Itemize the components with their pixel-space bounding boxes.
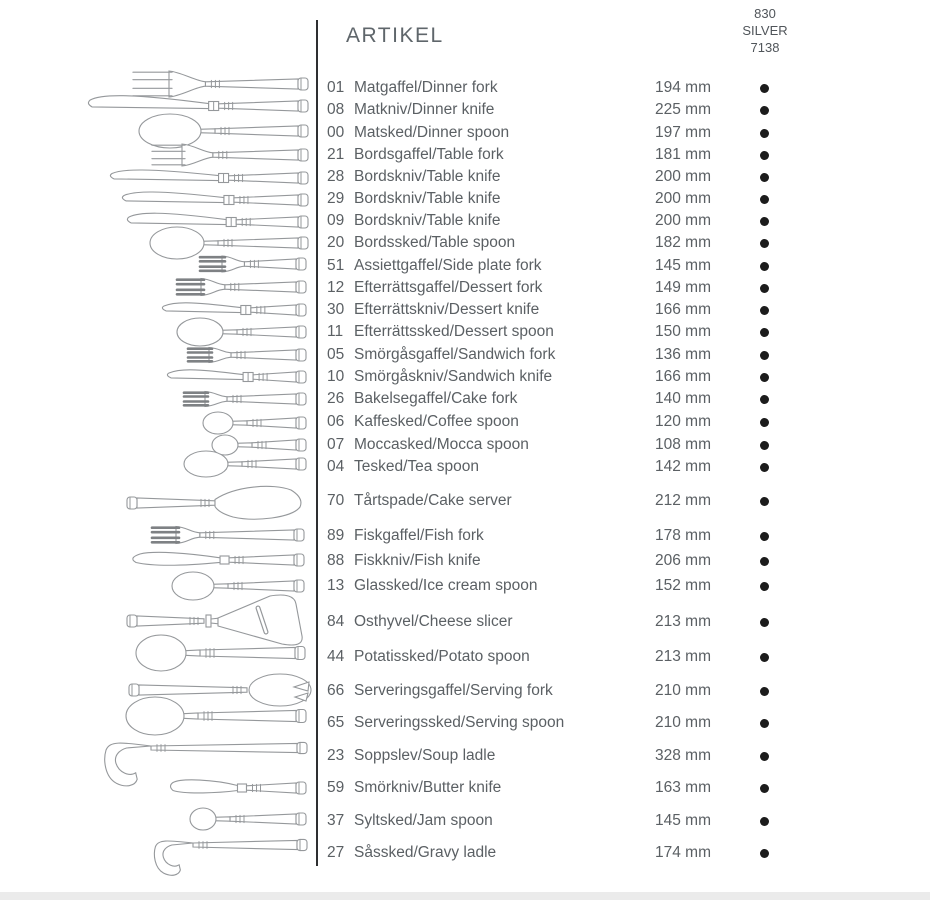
article-name: Serveringssked/Serving spoon (354, 714, 565, 731)
article-name: Smörgåsgaffel/Sandwich fork (354, 346, 556, 363)
availability-header-line2: SILVER (742, 23, 788, 38)
article-name: Soppslev/Soup ladle (354, 747, 496, 764)
table-row (327, 167, 887, 187)
table-row (327, 843, 887, 863)
availability-dot (760, 195, 769, 204)
article-name: Glassked/Ice cream spoon (354, 577, 538, 594)
article-name: Smörgåskniv/Sandwich knife (354, 368, 553, 385)
article-code: 51 (327, 257, 345, 274)
article-name: Kaffesked/Coffee spoon (354, 413, 519, 430)
article-length: 149 mm (655, 279, 711, 296)
article-code: 04 (327, 458, 345, 475)
article-code: 59 (327, 779, 345, 796)
article-length: 212 mm (655, 492, 711, 509)
article-name: Efterrättssked/Dessert spoon (354, 323, 554, 340)
article-code: 84 (327, 613, 345, 630)
availability-dot (760, 351, 769, 360)
article-length: 182 mm (655, 234, 711, 251)
availability-dot (760, 687, 769, 696)
article-code: 70 (327, 492, 345, 509)
availability-dot (760, 719, 769, 728)
article-length: 197 mm (655, 124, 711, 141)
availability-dot (760, 284, 769, 293)
availability-dot (760, 557, 769, 566)
article-name: Assiettgaffel/Side plate fork (354, 257, 542, 274)
article-length: 206 mm (655, 552, 711, 569)
article-code: 89 (327, 527, 345, 544)
article-length: 328 mm (655, 747, 711, 764)
table-row (327, 713, 887, 733)
table-row (327, 123, 887, 143)
availability-dot (760, 618, 769, 627)
article-code: 37 (327, 812, 345, 829)
availability-dot (760, 262, 769, 271)
table-row (327, 811, 887, 831)
article-code: 27 (327, 844, 345, 861)
article-length: 136 mm (655, 346, 711, 363)
table-row (327, 367, 887, 387)
article-length: 213 mm (655, 613, 711, 630)
article-name: Serveringsgaffel/Serving fork (354, 682, 553, 699)
availability-dot (760, 784, 769, 793)
availability-dot (760, 373, 769, 382)
table-row (327, 746, 887, 766)
table-row (327, 647, 887, 667)
table-row (327, 278, 887, 298)
table-row (327, 145, 887, 165)
availability-dot (760, 306, 769, 315)
article-length: 210 mm (655, 714, 711, 731)
bottom-strip (0, 892, 930, 900)
table-row (327, 189, 887, 209)
article-code: 29 (327, 190, 345, 207)
table-row (327, 345, 887, 365)
table-row (327, 612, 887, 632)
availability-dot (760, 239, 769, 248)
availability-dot (760, 106, 769, 115)
article-name: Bordskniv/Table knife (354, 190, 501, 207)
availability-dot (760, 217, 769, 226)
article-code: 01 (327, 79, 345, 96)
article-length: 178 mm (655, 527, 711, 544)
article-length: 225 mm (655, 101, 711, 118)
table-row (327, 576, 887, 596)
availability-dot (760, 151, 769, 160)
article-name: Moccasked/Mocca spoon (354, 436, 529, 453)
article-name: Tesked/Tea spoon (354, 458, 479, 475)
table-row (327, 412, 887, 432)
article-code: 13 (327, 577, 345, 594)
availability-header-line1: 830 (754, 6, 776, 21)
article-name: Fiskgaffel/Fish fork (354, 527, 484, 544)
article-length: 152 mm (655, 577, 711, 594)
article-name: Potatissked/Potato spoon (354, 648, 530, 665)
article-length: 200 mm (655, 212, 711, 229)
article-name: Bordsgaffel/Table fork (354, 146, 504, 163)
article-length: 181 mm (655, 146, 711, 163)
article-length: 174 mm (655, 844, 711, 861)
table-row (327, 78, 887, 98)
article-code: 21 (327, 146, 345, 163)
article-code: 08 (327, 101, 345, 118)
availability-dot (760, 849, 769, 858)
article-code: 05 (327, 346, 345, 363)
article-name: Såssked/Gravy ladle (354, 844, 497, 861)
article-code: 66 (327, 682, 345, 699)
article-length: 142 mm (655, 458, 711, 475)
article-length: 140 mm (655, 390, 711, 407)
availability-dot (760, 129, 769, 138)
article-length: 200 mm (655, 168, 711, 185)
article-name: Bordskniv/Table knife (354, 212, 501, 229)
article-code: 00 (327, 124, 345, 141)
availability-dot (760, 84, 769, 93)
article-name: Efterrättskniv/Dessert knife (354, 301, 540, 318)
article-length: 145 mm (655, 812, 711, 829)
availability-dot (760, 817, 769, 826)
article-code: 20 (327, 234, 345, 251)
article-code: 11 (327, 323, 344, 340)
article-length: 166 mm (655, 368, 711, 385)
article-length: 145 mm (655, 257, 711, 274)
article-name: Bordskniv/Table knife (354, 168, 501, 185)
availability-dot (760, 752, 769, 761)
availability-dot (760, 441, 769, 450)
availability-dot (760, 418, 769, 427)
article-name: Matgaffel/Dinner fork (354, 79, 498, 96)
article-length: 163 mm (655, 779, 711, 796)
table-row (327, 681, 887, 701)
table-row (327, 300, 887, 320)
article-code: 09 (327, 212, 345, 229)
article-name: Bakelsegaffel/Cake fork (354, 390, 518, 407)
article-name: Bordssked/Table spoon (354, 234, 516, 251)
article-length: 166 mm (655, 301, 711, 318)
availability-dot (760, 463, 769, 472)
article-code: 12 (327, 279, 345, 296)
table-row (327, 551, 887, 571)
article-name: Osthyvel/Cheese slicer (354, 613, 513, 630)
availability-dot (760, 653, 769, 662)
table-row (327, 435, 887, 455)
article-name: Fiskkniv/Fish knife (354, 552, 481, 569)
article-name: Syltsked/Jam spoon (354, 812, 493, 829)
article-length: 213 mm (655, 648, 711, 665)
table-row (327, 322, 887, 342)
table-row (327, 100, 887, 120)
article-length: 120 mm (655, 413, 711, 430)
article-code: 30 (327, 301, 345, 318)
article-code: 26 (327, 390, 345, 407)
article-length: 150 mm (655, 323, 711, 340)
article-code: 10 (327, 368, 345, 385)
article-code: 28 (327, 168, 345, 185)
article-length: 194 mm (655, 79, 711, 96)
availability-dot (760, 395, 769, 404)
table-row (327, 778, 887, 798)
availability-header-line3: 7138 (750, 40, 780, 55)
table-row (327, 491, 887, 511)
article-name: Smörkniv/Butter knife (354, 779, 502, 796)
table-row (327, 389, 887, 409)
article-length: 200 mm (655, 190, 711, 207)
table-row (327, 526, 887, 546)
article-name: Matsked/Dinner spoon (354, 124, 510, 141)
article-code: 23 (327, 747, 345, 764)
article-length: 210 mm (655, 682, 711, 699)
article-code: 07 (327, 436, 345, 453)
article-name: Efterrättsgaffel/Dessert fork (354, 279, 543, 296)
article-code: 88 (327, 552, 345, 569)
availability-dot (760, 582, 769, 591)
availability-dot (760, 532, 769, 541)
availability-dot (760, 173, 769, 182)
availability-dot (760, 497, 769, 506)
article-length: 108 mm (655, 436, 711, 453)
article-code: 65 (327, 714, 345, 731)
table-row (327, 233, 887, 253)
page-title: ARTIKEL (346, 24, 444, 47)
table-row (327, 256, 887, 276)
article-name: Matkniv/Dinner knife (354, 101, 495, 118)
article-code: 06 (327, 413, 345, 430)
article-code: 44 (327, 648, 345, 665)
table-row (327, 211, 887, 231)
article-name: Tårtspade/Cake server (354, 492, 512, 509)
table-row (327, 457, 887, 477)
availability-dot (760, 328, 769, 337)
